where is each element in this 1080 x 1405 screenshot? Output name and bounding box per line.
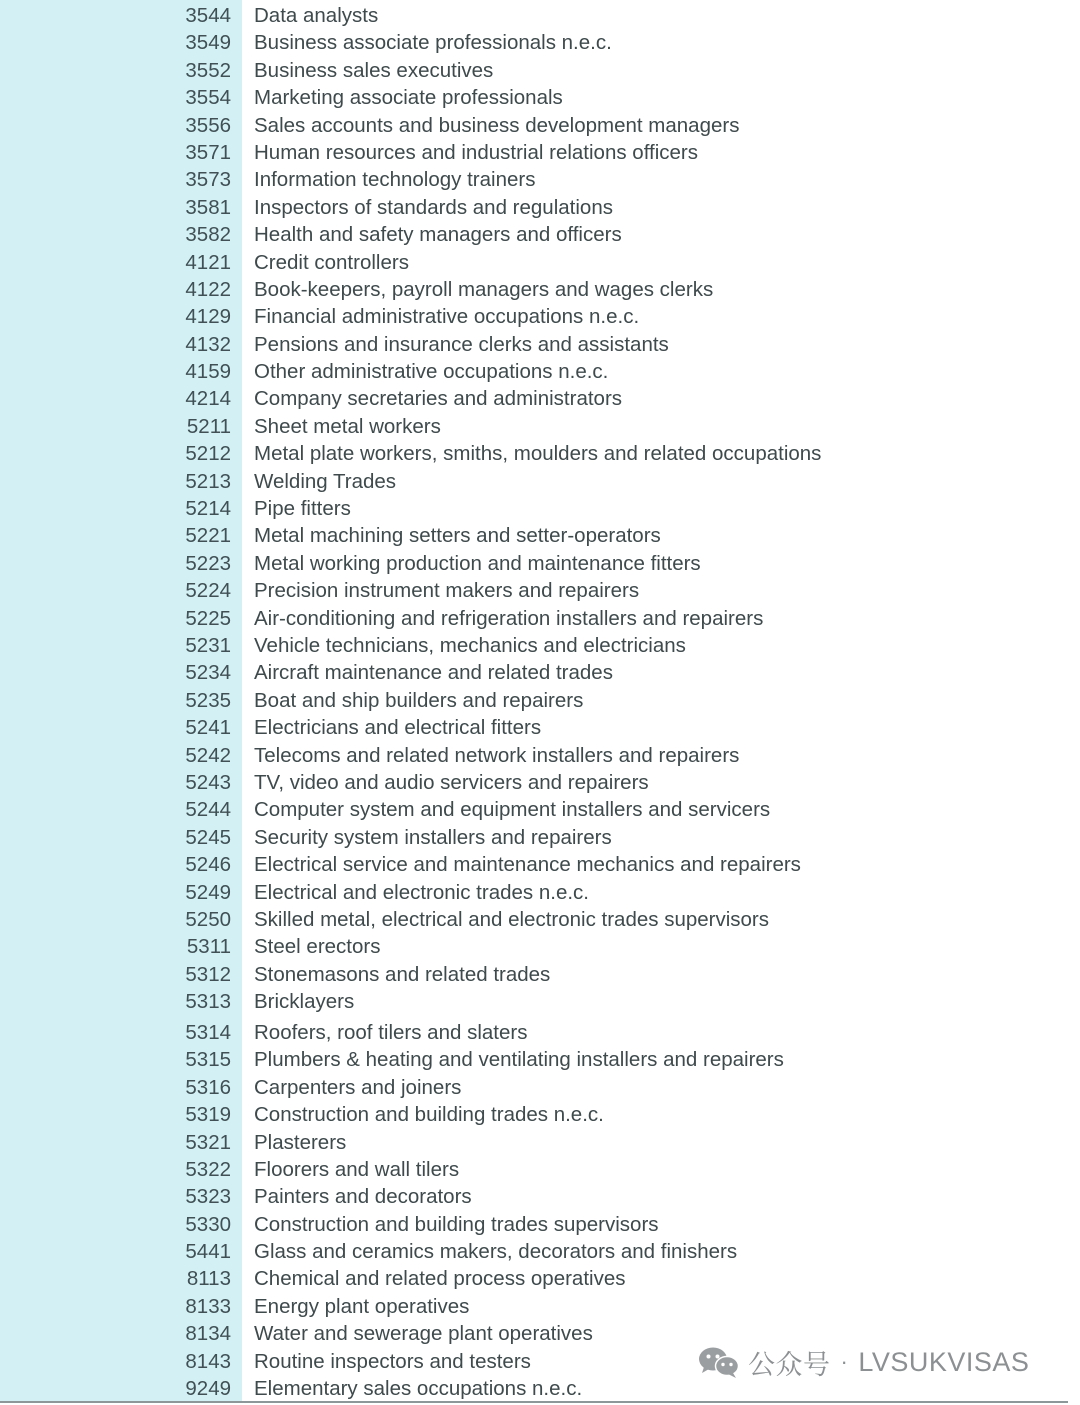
occupation-title: Telecoms and related network installers and repairers	[254, 743, 740, 767]
occupation-code: 5245	[185, 825, 231, 849]
occupation-title: Metal machining setters and setter-operators	[254, 524, 661, 548]
table-row	[0, 769, 1080, 796]
occupation-title: Stonemasons and related trades	[254, 962, 551, 986]
table-row	[0, 632, 1080, 659]
table-row	[0, 358, 1080, 385]
occupation-title: Book-keepers, payroll managers and wages clerks	[254, 277, 714, 301]
occupation-code: 5250	[185, 907, 231, 931]
table-row	[0, 1293, 1080, 1320]
table-row	[0, 1183, 1080, 1210]
occupation-title: Plumbers & heating and ventilating installers and repairers	[254, 1048, 784, 1072]
occupation-code: 5321	[185, 1130, 231, 1154]
table-row	[0, 714, 1080, 741]
table-row	[0, 1238, 1080, 1265]
occupation-code: 3556	[185, 113, 231, 137]
occupation-code: 5249	[185, 880, 231, 904]
occupation-title: Water and sewerage plant operatives	[254, 1322, 593, 1346]
table-row	[0, 57, 1080, 84]
occupation-title: Vehicle technicians, mechanics and electricians	[254, 633, 686, 657]
table-row	[0, 29, 1080, 56]
table-row	[0, 440, 1080, 467]
occupation-code: 5330	[185, 1212, 231, 1236]
occupation-title: Construction and building trades supervisors	[254, 1212, 659, 1236]
table-row	[0, 112, 1080, 139]
occupation-title: Marketing associate professionals	[254, 86, 563, 110]
occupation-title: Construction and building trades n.e.c.	[254, 1103, 604, 1127]
table-row	[0, 824, 1080, 851]
table-row	[0, 550, 1080, 577]
occupation-code: 5313	[185, 990, 231, 1014]
watermark-account: LVSUKVISAS	[858, 1346, 1030, 1377]
occupation-title: Boat and ship builders and repairers	[254, 688, 584, 712]
occupation-code: 5231	[185, 633, 231, 657]
table-row	[0, 1101, 1080, 1128]
occupation-title: Electrical and electronic trades n.e.c.	[254, 880, 589, 904]
occupation-title: Security system installers and repairers	[254, 825, 612, 849]
occupation-code: 5319	[185, 1103, 231, 1127]
watermark	[698, 1341, 1029, 1383]
table-row	[0, 249, 1080, 276]
occupation-code: 4122	[185, 277, 231, 301]
occupation-title: Skilled metal, electrical and electronic trades supervisors	[254, 907, 770, 931]
occupation-code: 5315	[185, 1048, 231, 1072]
occupation-title: Human resources and industrial relations officers	[254, 140, 699, 164]
occupation-code: 5311	[186, 935, 231, 959]
occupation-title: Carpenters and joiners	[254, 1075, 462, 1099]
occupation-code: 5241	[185, 716, 231, 740]
table-row	[0, 139, 1080, 166]
occupation-code: 5244	[185, 798, 231, 822]
occupation-table	[0, 2, 1080, 1402]
occupation-title: Roofers, roof tilers and slaters	[254, 1020, 528, 1044]
occupation-code: 3581	[185, 195, 231, 219]
occupation-code: 5213	[185, 469, 231, 493]
occupation-code: 3544	[185, 4, 231, 27]
occupation-code: 4214	[185, 387, 231, 411]
occupation-code: 4129	[185, 305, 231, 329]
occupation-title: Business associate professionals n.e.c.	[254, 31, 612, 55]
occupation-code: 8134	[185, 1322, 231, 1346]
occupation-title: Inspectors of standards and regulations	[254, 195, 613, 219]
occupation-code: 5322	[185, 1157, 231, 1181]
occupation-code: 5225	[185, 606, 231, 630]
table-row	[0, 879, 1080, 906]
table-row	[0, 1019, 1080, 1046]
table-row	[0, 495, 1080, 522]
table-row	[0, 851, 1080, 878]
occupation-code: 5316	[185, 1075, 231, 1099]
occupation-code: 8133	[185, 1294, 231, 1318]
wechat-icon	[698, 1345, 740, 1379]
occupation-title: Credit controllers	[254, 250, 409, 274]
table-row	[0, 166, 1080, 193]
occupation-code: 5243	[185, 770, 231, 794]
occupation-title: TV, video and audio servicers and repairers	[254, 770, 649, 794]
occupation-code: 5314	[185, 1020, 231, 1044]
table-row	[0, 933, 1080, 960]
occupation-code: 8143	[185, 1349, 231, 1373]
occupation-title: Bricklayers	[254, 990, 355, 1014]
table-row	[0, 1046, 1080, 1073]
occupation-code: 4132	[185, 332, 231, 356]
occupation-title: Data analysts	[254, 4, 379, 27]
occupation-code: 5221	[185, 524, 231, 548]
table-row	[0, 687, 1080, 714]
table-row	[0, 988, 1080, 1015]
occupation-title: Other administrative occupations n.e.c.	[254, 360, 609, 384]
occupation-title: Welding Trades	[254, 469, 397, 493]
occupation-code: 3552	[185, 58, 231, 82]
occupation-title: Computer system and equipment installers and servicers	[254, 798, 771, 822]
occupation-code: 5234	[185, 661, 231, 685]
table-row	[0, 2, 1080, 29]
occupation-code: 3582	[185, 223, 231, 247]
table-row	[0, 468, 1080, 495]
occupation-title: Sheet metal workers	[254, 414, 441, 438]
occupation-code: 5323	[185, 1185, 231, 1209]
occupation-title: Sales accounts and business development managers	[254, 113, 740, 137]
watermark-separator: ·	[840, 1349, 849, 1374]
occupation-code: 5212	[185, 442, 231, 466]
occupation-code: 5246	[185, 853, 231, 877]
table-row	[0, 1074, 1080, 1101]
table-row	[0, 194, 1080, 221]
occupation-code: 5235	[185, 688, 231, 712]
table-row	[0, 1265, 1080, 1292]
table-row	[0, 84, 1080, 111]
occupation-code: 5242	[185, 743, 231, 767]
occupation-code: 4121	[185, 250, 231, 274]
occupation-code: 5441	[185, 1240, 231, 1264]
table-row	[0, 522, 1080, 549]
occupation-title: Metal working production and maintenance fitters	[254, 551, 701, 575]
occupation-title: Business sales executives	[254, 58, 494, 82]
occupation-code: 5224	[185, 579, 231, 603]
table-row	[0, 385, 1080, 412]
table-row	[0, 413, 1080, 440]
occupation-title: Information technology trainers	[254, 168, 536, 192]
occupation-code: 3549	[185, 31, 231, 55]
table-row	[0, 221, 1080, 248]
occupation-code: 5214	[185, 497, 231, 521]
table-row	[0, 1129, 1080, 1156]
occupation-title: Glass and ceramics makers, decorators and finishers	[254, 1240, 738, 1264]
table-bottom-rule	[0, 1401, 1068, 1403]
table-row	[0, 276, 1080, 303]
watermark-platform: 公众号	[748, 1349, 831, 1380]
occupation-code: 5211	[186, 414, 231, 438]
occupation-title: Company secretaries and administrators	[254, 387, 623, 411]
occupation-code: 8113	[186, 1267, 231, 1291]
occupation-title: Air-conditioning and refrigeration installers and repairers	[254, 606, 764, 630]
table-row	[0, 961, 1080, 988]
table-row	[0, 906, 1080, 933]
occupation-title: Elementary sales occupations n.e.c.	[254, 1377, 583, 1401]
occupation-title: Aircraft maintenance and related trades	[254, 661, 613, 685]
occupation-title: Pipe fitters	[254, 497, 351, 521]
occupation-code: 3571	[185, 140, 231, 164]
occupation-title: Floorers and wall tilers	[254, 1157, 460, 1181]
occupation-code: 4159	[185, 360, 231, 384]
occupation-title: Energy plant operatives	[254, 1294, 470, 1318]
occupation-title: Steel erectors	[254, 935, 381, 959]
table-row	[0, 577, 1080, 604]
table-row	[0, 331, 1080, 358]
table-row	[0, 742, 1080, 769]
table-row	[0, 659, 1080, 686]
occupation-title: Chemical and related process operatives	[254, 1267, 626, 1291]
occupation-code: 9249	[185, 1377, 231, 1401]
table-row	[0, 605, 1080, 632]
occupation-code: 5312	[185, 962, 231, 986]
table-row	[0, 303, 1080, 330]
occupation-title: Precision instrument makers and repairers	[254, 579, 640, 603]
table-row	[0, 1211, 1080, 1238]
occupation-title: Financial administrative occupations n.e.c.	[254, 305, 640, 329]
occupation-title: Painters and decorators	[254, 1185, 472, 1209]
table-row	[0, 796, 1080, 823]
occupation-code: 3573	[185, 168, 231, 192]
occupation-title: Pensions and insurance clerks and assistants	[254, 332, 669, 356]
occupation-title: Metal plate workers, smiths, moulders and related occupations	[254, 442, 822, 466]
occupation-code: 3554	[185, 86, 231, 110]
occupation-title: Health and safety managers and officers	[254, 223, 622, 247]
occupation-title: Electricians and electrical fitters	[254, 716, 542, 740]
occupation-code: 5223	[185, 551, 231, 575]
occupation-title: Plasterers	[254, 1130, 347, 1154]
occupation-title: Electrical service and maintenance mechanics and repairers	[254, 853, 801, 877]
occupation-title: Routine inspectors and testers	[254, 1349, 531, 1373]
table-row	[0, 1156, 1080, 1183]
